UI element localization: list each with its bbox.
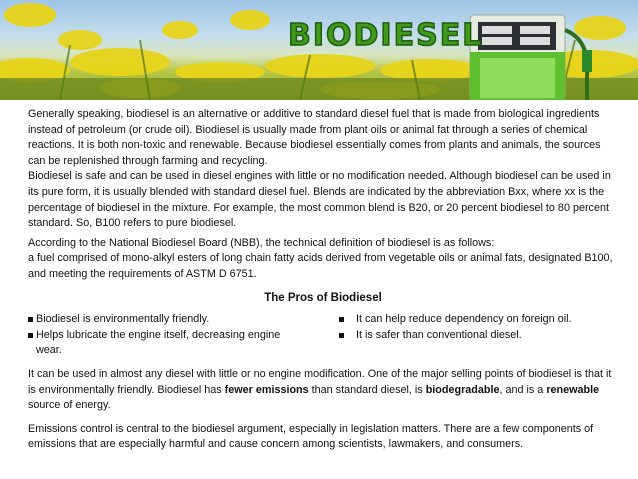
emissions-paragraph: Emissions control is central to the biodiesel argument, especially in legislation matters. There are a few components of emissions that are especially harmful and cause concern among scientists, lawmakers, and consumers. xyxy=(28,422,594,451)
emphasis-renewable: renewable xyxy=(546,383,600,396)
intro-paragraph: Generally speaking, biodiesel is an alternative or additive to standard diesel fuel that is made from biological ingredients instead of petroleum (or crude oil). Biodiesel is usually made from plant oils or animal fat through a series of chemical reactions. It is both non-toxic and renewable. Because biodiesel essentially comes from plants and animals, the sources can be replenished through farming and recycling. xyxy=(28,108,601,167)
advantages-paragraph: It can be used in almost any diesel with little or no engine modification. One of the major selling points of biodiesel is that it is environmentally friendly. Biodiesel has fewer emissions than standard diesel, is biodegradable, and is a renewable source of energy. xyxy=(28,367,612,412)
list-item: Biodiesel is environmentally friendly. xyxy=(28,312,307,328)
list-item: Helps lubricate the engine itself, decreasing engine wear. xyxy=(28,328,307,359)
pros-list xyxy=(28,312,618,359)
emphasis-fewer-emissions: fewer emissions xyxy=(224,383,309,396)
square-bullet-icon xyxy=(339,333,344,338)
square-bullet-icon xyxy=(28,333,33,338)
pros-heading: The Pros of Biodiesel xyxy=(264,291,382,304)
header-banner xyxy=(0,0,638,100)
square-bullet-icon xyxy=(28,317,33,322)
square-bullet-icon xyxy=(339,317,344,322)
nbb-definition-intro: According to the National Biodiesel Board (NBB), the technical definition of biodiesel is as follows: xyxy=(28,236,495,249)
emphasis-biodegradable: biodegradable xyxy=(425,383,500,396)
banner-title: BIODIESEL xyxy=(288,18,484,53)
list-item: It is safer than conventional diesel. xyxy=(339,328,618,344)
nbb-definition-text: a fuel comprised of mono-alkyl esters of long chain fatty acids derived from vegetable oils or animal fats, designated B100, and meeting the requirements of ASTM D 6751. xyxy=(28,252,613,280)
blend-paragraph: Biodiesel is safe and can be used in diesel engines with little or no modification needed. Although biodiesel can be used in its pure form, it is usually blended with standard diesel fuel. Blends are indicated by the abbreviation Bxx, where xx is the percentage of biodiesel in the mixture. For example, the most common blend is B20, or 20 percent biodiesel to 80 percent standard. So, B100 refers to pure biodiesel. xyxy=(28,170,611,230)
list-item: It can help reduce dependency on foreign oil. xyxy=(339,312,618,328)
pros-left-column xyxy=(28,312,307,359)
pros-right-column xyxy=(307,312,618,359)
document-body xyxy=(28,107,618,453)
